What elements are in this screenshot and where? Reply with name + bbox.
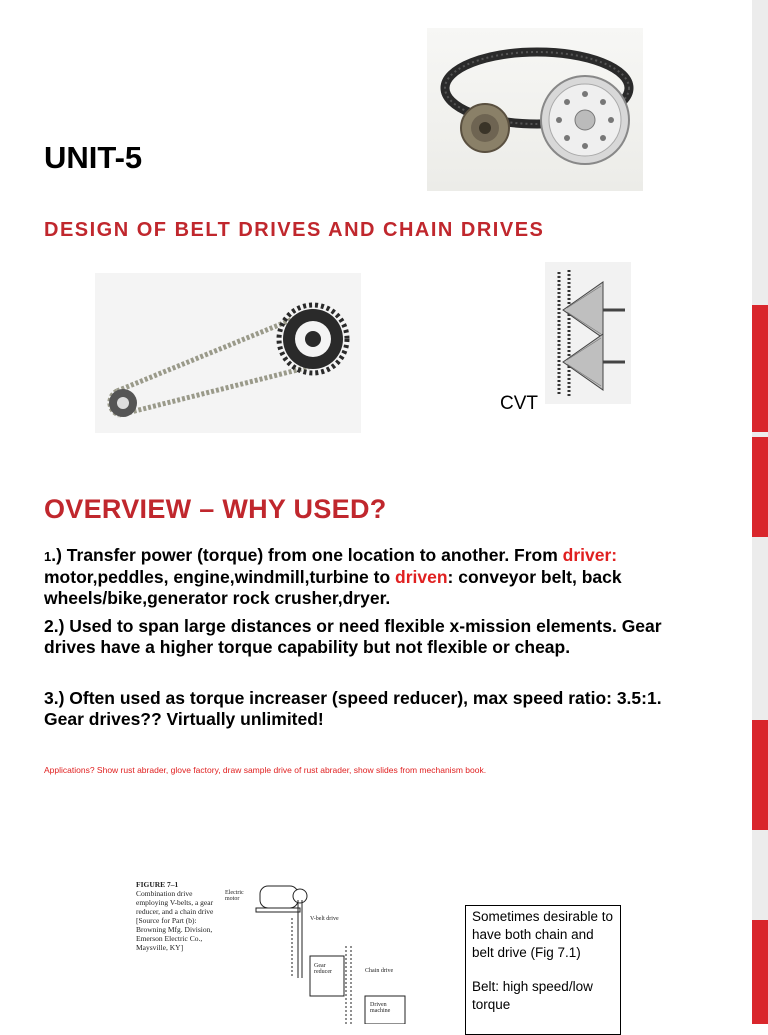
edge-bar-red-4: [752, 920, 768, 1024]
side-note-box: [465, 905, 621, 1035]
slide-title: UNIT-5: [44, 140, 143, 175]
side-note-spacer: [472, 962, 614, 978]
point-1-driven: driven: [395, 567, 448, 587]
applications-note: Applications? Show rust abrader, glove factory, draw sample drive of rust abrader, show slides from mechanism book.: [44, 765, 487, 775]
cvt-label: CVT: [500, 393, 538, 414]
point-1: [44, 545, 704, 609]
cvt-pulley-illustration: [545, 262, 631, 404]
chain-sprocket-photo: [95, 273, 361, 433]
slide-subtitle: DESIGN OF BELT DRIVES AND CHAIN DRIVES: [44, 219, 545, 241]
edge-bar-red-1: [752, 305, 768, 432]
slide-edge-bar: [752, 0, 768, 1024]
figure-caption-title: FIGURE 7–1: [136, 880, 179, 889]
point-1-tail: : conveyor belt, back wheels/bike,generator rock crusher,dryer.: [44, 567, 622, 608]
point-1-mid: motor,peddles, engine,windmill,turbine to: [44, 567, 395, 587]
side-note-line-1: Sometimes desirable to have both chain and belt drive (Fig 7.1): [472, 909, 614, 960]
point-1-number: 1: [44, 549, 52, 564]
figure-caption: [136, 880, 218, 952]
overview-heading: OVERVIEW – WHY USED?: [44, 494, 387, 524]
point-2: 2.) Used to span large distances or need flexible x-mission elements. Gear drives have a higher torque capability but not flexible or cheap.: [44, 616, 662, 657]
side-note-line-2: Belt: high speed/low torque: [472, 979, 593, 1012]
label-gear-reducer: Gear reducer: [314, 963, 332, 975]
figure-caption-body: Combination drive employing V-belts, a gear reducer, and a chain drive [Source for Part (b): Browning Mfg. Division, Emerson Electric Co., Maysville, KY]: [136, 889, 214, 952]
label-chain-drive: Chain drive: [365, 968, 394, 974]
point-1-driver: driver:: [562, 545, 618, 565]
combination-drive-figure: [220, 878, 420, 1024]
edge-bar-red-3: [752, 720, 768, 830]
label-electric-motor: Electric motor: [225, 890, 244, 902]
point-1-lead: .) Transfer power (torque) from one location to another. From: [51, 545, 563, 565]
label-vbelt-drive: V-belt drive: [310, 916, 339, 922]
point-3: 3.) Often used as torque increaser (speed reducer), max speed ratio: 3.5:1. Gear drives?? Virtually unlimited!: [44, 688, 662, 729]
edge-bar-red-2: [752, 437, 768, 537]
label-driven-machine: Driven machine: [370, 1002, 391, 1014]
timing-belt-photo: [427, 28, 643, 191]
